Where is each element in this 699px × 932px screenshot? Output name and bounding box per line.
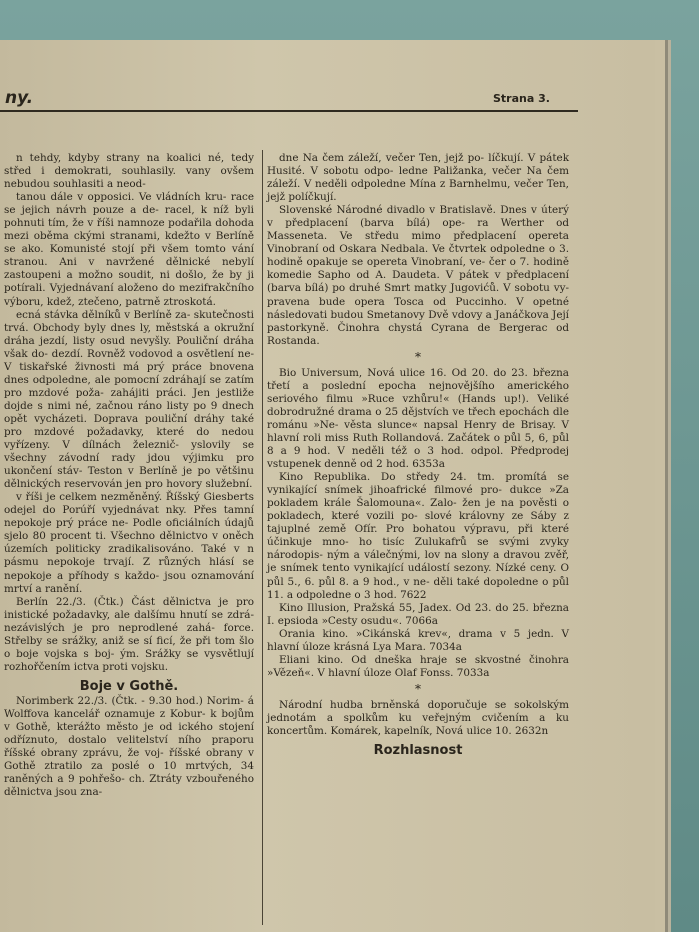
separator-star: *: [415, 681, 421, 696]
notice-bio: Bio Universum, Nová ulice 16. Od 20. do 23. března třetí a poslední epocha nejnovějšího amerického seriového filmu »Ruce vzhůru!« (Hands up!). Veliké dobrodružné drama o 25 dějstvích ve třech epochách dle románu »Ne- věsta slunce« napsal Henry de Brisay. V hlavní roli miss Ruth Rollandová. Začátek o půl 5, 6, půl 8 a 9 hod. V neděli též o 3 hod. odpol. Předprodej vstupenek denně od 2 hod. 6353a: [267, 366, 569, 471]
section-heading-gotha: Boje v Gothě.: [79, 678, 179, 694]
right-column: [267, 152, 569, 759]
paragraph: dne Na čem záleží, večer Ten, jejž po- líčkují. V pátek Husité. V sobotu odpo- ledne Paližanka, večer Na čem záleží. V neděli odpoledne Mína z Barnhelmu, večer Ten, jejž políčkují.: [267, 152, 569, 204]
newspaper-page: [0, 40, 655, 932]
page-number: Strana 3.: [493, 92, 550, 105]
notice-illusion: Kino Illusion, Pražská 55, Jadex. Od 23. do 25. března I. epsioda »Cesty osudu«. 7066a: [267, 601, 569, 627]
page-header: [0, 88, 655, 110]
header-left: ny.: [5, 88, 34, 108]
paragraph: tanou dále v opposici. Ve vládních kru- race se jejich návrh pouze a de- racel, k níž byli pohnuti tím, že v říši namnoze podařila dohoda mezi oběma ckými stranami, kdežto v Berlíně se ako. Komunisté stojí při všem tomto vání stranou. Ani v navržené dělnické nebylí zastoupeni a možno soudit, ni došlo, že by ji potírali. Vyjednávaní aloženo do mezifrakčního výboru, kdež, ztečeno, patrně ztroskotá.: [4, 191, 254, 308]
paragraph: Slovenské Národné divadlo v Bratislavě. Dnes v úterý v předplacení (barva bílá) ope- ra Werther od Masseneta. Ve středu mimo předplacení opereta Vinobraní od Oskara Nedbala. Ve čtvrtek odpoledne o 3. hodině opakuje se opereta Vinobraní, ve- čer o 7. hodině komedie Sapho od A. Daudeta. V pátek v předplacení (barva bílá) po druhé Smrt matky Jugovićů. V sobotu vy- pravena bude opera Tosca od Puccinho. V opetné následovati budou Smetanovy Dvě vdovy a Janáčkova Její pastorkyně. Činohra chystá Cyrana de Bergerac od Rostanda.: [267, 204, 570, 347]
notice-eliani: Eliani kino. Od dneška hraje se skvostné činohra »Vězeň«. V hlavní úloze Olaf Fonss. 7033a: [267, 653, 569, 679]
notice-orania: Orania kino. »Cikánská krev«, drama v 5 jedn. V hlavní úloze krásná Lya Mara. 7034a: [267, 627, 569, 653]
paragraph: Norimberk 22./3. (Čtk. - 9.30 hod.) Norim- á Wolffova kancelář oznamuje z Kobur- k bojům v Gothě, kterážto město je od ického stojení odříznuto, dostalo velitelství ního praporu říšské obrany zprávu, že voj- říšské obrany v Gothě ztratilo za poslé o 10 mrtvých, 34 raněných a 9 pohřešo- ch. Ztráty vzbouřeného dělnictva jsou zna-: [4, 694, 254, 799]
paragraph: Berlín 22./3. (Čtk.) Část dělnictva je pro inistické požadavky, ale dalšímu hnutí se zdrá- nezávislých je pro neprodlené zahá- force. Střelby se srážky, aniž se sí ficí, že při tom šlo o boje vojska s boj- ým. Srážky se vysvětlují rozhořčením ictva proti vojsku.: [4, 595, 254, 673]
left-column: [4, 152, 254, 799]
separator-star: *: [415, 349, 421, 364]
paragraph: v říši je celkem nezměněný. Říšský Giesberts odejel do Porúří vyjednávat nky. Přes tamní nepokoje prý práce ne- Podle oficiálních údajů sjelo 80 procent ti. Všechno dělnictvo v oněch územích politicky zradikalisováno. Také v n pásmu nepokoje trvají. Z různých hlásí se nepokoje a příhody s každo- jsou oznamování mrtví a ranění.: [4, 491, 254, 595]
paragraph: ecná stávka dělníků v Berlíně za- skutečnosti trvá. Obchody byly dnes ly, městská a okružní dráha jezdí, listy osud nevyšly. Pouliční dráha však do- dezdí. Rovněž vodovod a osvětlení ne- V tiskařské živnosti má prý práce bnovena dnes odpoledne, ale pomocní zdráhají se zatím pro mzdové poža- zahájiti práci. Jen jestliže dojde s nimi né, začnou ráno listy po 9 dnech opět vycházeti. Doprava pouliční dráhy také pro mzdové požadavky, které do nedou vyřízeny. V dílnách železnič- yslovily se všechny závodní rady jdou výjimku pro ukončení stáv- Teston v Berlíně je po většinu dělnických reservován jen pro hovory služební.: [4, 308, 254, 491]
paragraph: n tehdy, kdyby strany na koalici né, tedy střed i demokrati, souhlasily. vany ovšem nebudou souhlasiti a neod-: [4, 152, 254, 191]
section-heading-next: Rozhlasnost: [373, 743, 463, 759]
header-rule: [0, 110, 578, 112]
notice-republika: Kino Republika. Do středy 24. tm. promítá se vynikající snímek jihoafrické filmové pro- dukce »Za pokladem krále Šalomouna«. Zalo- žen je na pověsti o pokladech, které vozili po- slové královny ze Sáby z tajuplné země Ofír. Pro bohatou výpravu, při které účinkuje mno- ho tisíc Zulukafrů se svými zvyky národopis- ným a válečnými, lov na slony a dravou zvěř, je snímek tento vynikající událostí sezony. Nízké ceny. O půl 5., 6. půl 8. a 9 hod., v ne- děli také dopoledne o půl 11. a odpoledne o 3 hod. 7622: [267, 471, 569, 601]
column-rule: [262, 150, 263, 925]
notice-hudba: Národní hudba brněnská doporučuje se sokolským jednotám a spolkům ku veřejným cvičením a ku koncertům. Komárek, kapelník, Nová ulice 10. 2632n: [267, 698, 569, 738]
